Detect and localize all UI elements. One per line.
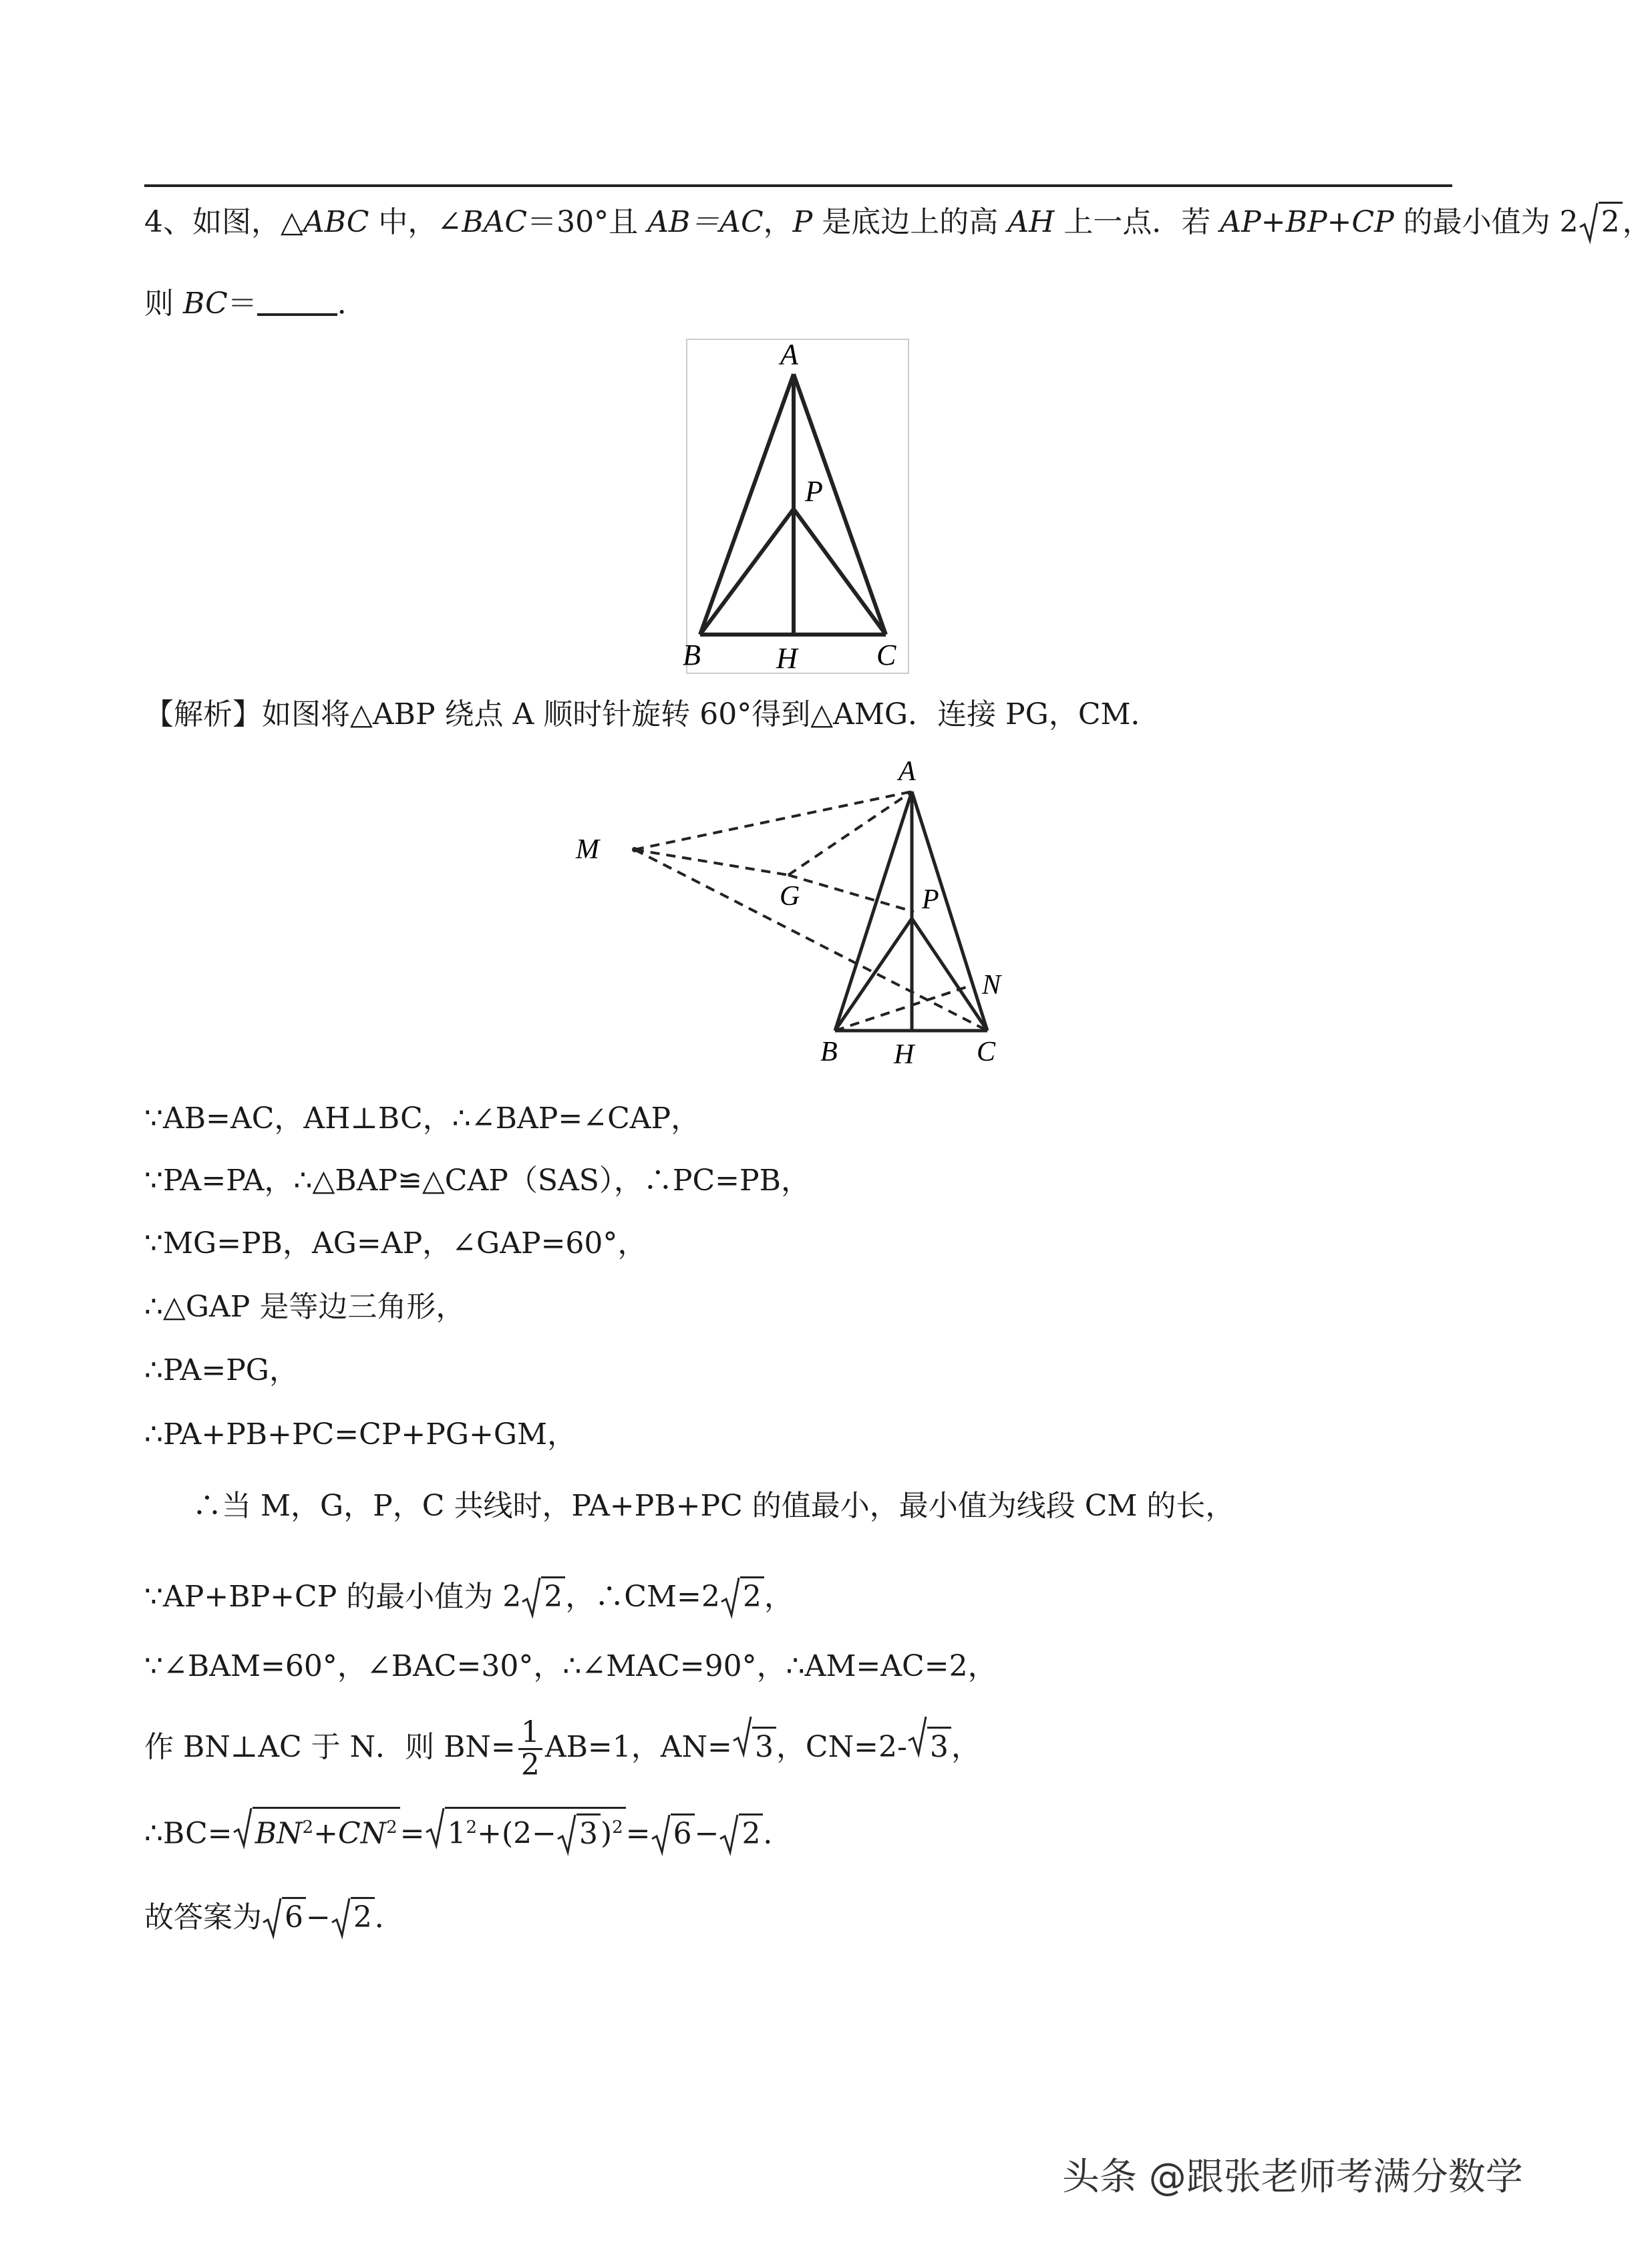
figure-rotation xyxy=(561,748,1029,1082)
sqrt-expression: 2 xyxy=(1579,202,1623,242)
label-P: P xyxy=(805,475,823,508)
label-H: H xyxy=(894,1039,915,1070)
problem-line-2: 则 BC＝ ． xyxy=(144,287,367,321)
sqrt-expression: 6 xyxy=(651,1813,695,1854)
solution-step-1: ∵AB=AC，AH⊥BC，∴∠BAP=∠CAP， xyxy=(144,1101,701,1136)
problem-line-1: 4、如图，△ABC 中，∠BAC＝30°且 AB＝AC，P 是底边上的高 AH 上一点．若 AP+BP+CP 的最小值为 2 2， xyxy=(144,202,1652,242)
sqrt-expression: 2 xyxy=(331,1897,375,1938)
header-rule xyxy=(144,184,1452,187)
solution-step-2: ∵PA=PA，∴△BAP≌△CAP（SAS），∴PC=PB， xyxy=(144,1164,810,1198)
label-A: A xyxy=(898,756,916,787)
sqrt-expression: 3 xyxy=(732,1715,776,1779)
label-G: G xyxy=(780,881,800,912)
sqrt-expression: 3 xyxy=(556,1813,601,1853)
solution-intro: 【解析】如图将△ABP 绕点 A 顺时针旋转 60°得到△AMG．连接 PG，CM． xyxy=(144,697,1160,731)
figure-triangle-abc xyxy=(668,334,922,681)
solution-step-9: ∵∠BAM=60°，∠BAC=30°，∴∠MAC=90°，∴AM=AC=2， xyxy=(144,1649,997,1683)
solution-step-5: ∴PA=PG， xyxy=(144,1353,299,1387)
answer-blank xyxy=(257,287,337,316)
label-B: B xyxy=(683,639,701,671)
label-P: P xyxy=(922,884,939,915)
label-A: A xyxy=(780,338,798,371)
solution-step-4: ∴△GAP 是等边三角形， xyxy=(144,1290,466,1324)
label-C: C xyxy=(977,1037,996,1067)
problem-number: 4 xyxy=(144,205,163,239)
solution-step-10: 作 BN⊥AC 于 N．则 BN= $\frac{1}{2}$ AB=1，AN= 3，CN=2- 3， xyxy=(144,1715,981,1782)
label-H: H xyxy=(776,642,798,675)
solution-step-6: ∴PA+PB+PC=CP+PG+GM， xyxy=(144,1417,577,1451)
sqrt-expression: 2 xyxy=(720,1576,764,1617)
sqrt-expression: $1^2+(2-$ 3)$^2$ xyxy=(425,1807,626,1854)
fraction-one-half: $\frac{1}{2}$ xyxy=(518,1717,542,1781)
solution-heading: 【解析】 xyxy=(144,697,262,731)
sqrt-expression: 6 xyxy=(262,1897,306,1938)
sqrt-expression: 2 xyxy=(521,1576,565,1617)
label-B: B xyxy=(820,1037,838,1067)
label-M: M xyxy=(576,834,599,865)
label-N: N xyxy=(982,970,1001,1001)
watermark: 头条 @跟张老师考满分数学 xyxy=(1062,2155,1523,2199)
sqrt-expression: 3 xyxy=(907,1715,951,1779)
sqrt-expression: 2 xyxy=(719,1813,763,1854)
solution-step-7: ∴当 M，G，P，C 共线时，PA+PB+PC 的值最小，最小值为线段 CM 的长， xyxy=(192,1489,1235,1523)
sqrt-expression: $BN^2+CN^2$ xyxy=(232,1807,400,1854)
final-answer: 故答案为 6− 2． xyxy=(144,1897,404,1938)
solution-step-8: ∵AP+BP+CP 的最小值为 2 2，∴CM=2 2， xyxy=(144,1576,794,1617)
solution-step-3: ∵MG=PB，AG=AP，∠GAP=60°， xyxy=(144,1226,647,1260)
solution-step-11: ∴BC= $BN^2+CN^2=$ $1^2+(2-$ 3)$^2$= 6− 2． xyxy=(144,1807,792,1854)
label-C: C xyxy=(876,639,896,671)
